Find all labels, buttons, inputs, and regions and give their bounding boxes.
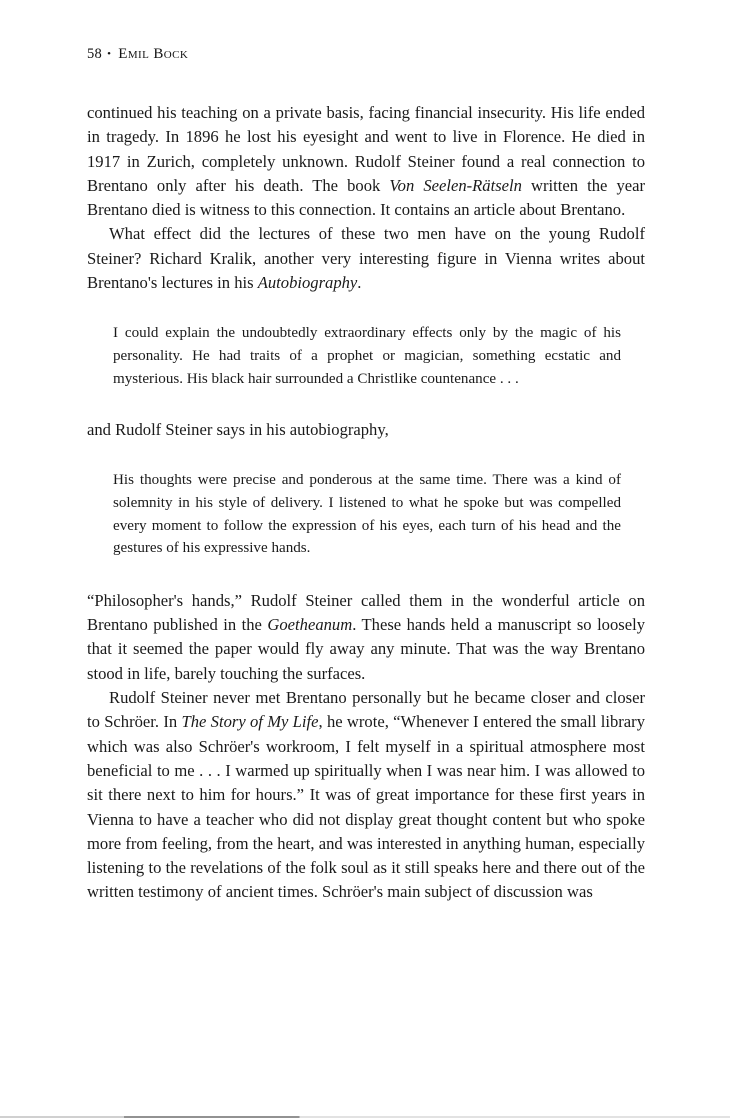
bullet-separator: • [107, 47, 112, 60]
author-name: Emil Bock [118, 46, 189, 62]
paragraph-text: Rudolf Steiner never met Brentano personally but he became closer and closer to Schröer. In [87, 688, 645, 732]
paragraph-schroer [87, 686, 645, 905]
blockquote-steiner: His thoughts were precise and ponderous at the same time. There was a kind of solemnity in his style of delivery. I listened to what he spoke but was compelled every moment to follow the expression of his eyes, each turn of his head and the gestures of his expressive hands. [113, 472, 621, 557]
book-title-story-of-my-life: The Story of My Life [181, 712, 319, 732]
running-head [87, 46, 645, 63]
paragraph-what-effect [87, 222, 645, 295]
paragraph-text-continued: , he wrote, “Whenever I entered the small library which was also Schröer's workroom, I felt myself in a spiritual atmosphere most beneficial to me . . . I warmed up spiritually when I was near him. I was allowed to sit there next to him for hours.” It was of great importance for these first years in Vienna to have a teacher who did not display great thought content but who spoke more from feeling, from the heart, and was interested in anything human, especially listening to the revelations of the folk soul as it still speaks here and there out of the written testimony of ancient times. Schröer's main subject of discussion was [87, 712, 645, 902]
book-title-von-seelen-ratseln: Von Seelen-Rätseln [389, 175, 522, 195]
spacer [87, 390, 645, 418]
journal-title-goetheanum: Goetheanum [267, 615, 353, 635]
spacer [87, 295, 645, 322]
blockquote-kralik: I could explain the undoubtedly extraordinary effects only by the magic of his personality. He had traits of a prophet or magician, something ecstatic and mysterious. His black hair surrounded a Christlike countenance . . . [113, 325, 621, 387]
paragraph-continued-teaching [87, 101, 645, 222]
paragraph-text-continued: . [357, 273, 362, 293]
spacer [87, 442, 645, 469]
book-title-autobiography: Autobiography [257, 273, 358, 293]
paragraph-text-continued: . These hands held a manuscript so loosely that it seemed the paper would fly away any minute. That was the way Brentano stood in life, barely touching the surfaces. [87, 615, 645, 683]
spacer [87, 560, 645, 589]
paragraph-text: continued his teaching on a private basis, facing financial insecurity. His life ended in tragedy. In 1896 he lost his eyesight and went to live in Florence. He died in 1917 in Zurich, completely unknown. Rudolf Steiner found a real connection to Brentano only after his death. The book [87, 103, 645, 195]
lead-in-line: and Rudolf Steiner says in his autobiography, [87, 420, 389, 440]
paragraph-philosophers-hands [87, 589, 645, 686]
page-number: 58 [87, 46, 103, 62]
paragraph-text-continued: written the year Brentano died is witness to this connection. It contains an article about Brentano. [87, 175, 646, 220]
page-content [87, 46, 645, 905]
paragraph-text: “Philosopher's hands,” Rudolf Steiner called them in the wonderful article on Brentano published in the [87, 590, 645, 635]
paragraph-text: What effect did the lectures of these two men have on the young Rudolf Steiner? Richard Kralik, another very interesting figure in Vienna writes about Brentano's lectures in his [87, 224, 645, 293]
